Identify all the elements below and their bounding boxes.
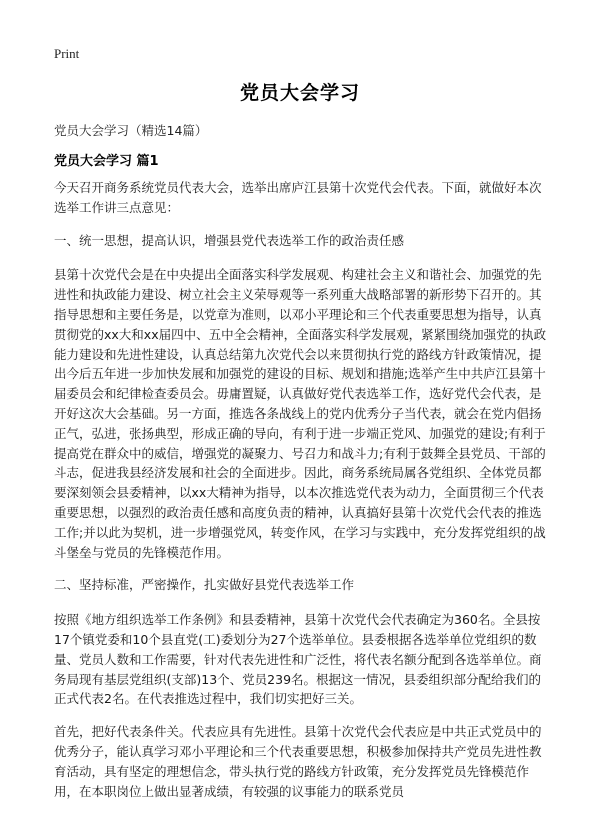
paragraph-intro: 今天召开商务系统党员代表大会，选举出席庐江县第十次党代会代表。下面，就做好本次选举工作讲三点意见： <box>54 180 542 215</box>
paragraph-heading-2: 二、坚持标准，严密操作，扎实做好县党代表选举工作 <box>54 577 355 593</box>
page-title: 党员大会学习 <box>239 82 360 104</box>
paragraph-body-2: 按照《地方组织选举工作条例》和县委精神，县第十次党代会代表确定为360名。全县按17个镇党委和10个县直党(工)委划分为27个选举单位。县委根据各选举单位党组织的数量、党员人数和工作需要，针对代表先进性和广泛性，将代表名额分配到各选举单位。商务局现有基层党组织(支部)13个、党员239名。根据这一情况，县委组织部分配给我们的正式代表2名。在代表推选过程中，我们切实把好三关。 <box>54 612 542 707</box>
article-body <box>54 178 548 814</box>
paragraph-heading-1: 一、统一思想，提高认识，增强县党代表选举工作的政治责任感 <box>54 232 405 248</box>
section-heading: 党员大会学习 篇1 <box>54 154 159 169</box>
page-subtitle: 党员大会学习（精选14篇） <box>54 123 208 138</box>
paragraph-body-3: 首先，把好代表条件关。代表应具有先进性。县第十次党代会代表应是中共正式党员中的优秀分子，能认真学习邓小平理论和三个代表重要思想，积极参加保持共产党员先进性教育活动，具有坚定的理想信念，带头执行党的路线方针政策，充分发挥党员先锋模范作用，在本职岗位上做出显著成绩，有较强的议事能力的联系党员 <box>54 724 542 799</box>
paragraph-body-1: 县第十次党代会是在中央提出全面落实科学发展观、构建社会主义和谐社会、加强党的先进性和执政能力建设、树立社会主义荣辱观等一系列重大战略部署的新形势下召开的。其指导思想和主要任务是，以党章为准则，以邓小平理论和三个代表重要思想为指导，认真贯彻党的xx大和xx届四中、五中全会精神，全面落实科学发展观，紧紧围绕加强党的执政能力建设和先进性建设，认真总结第九次党代会以来贯彻执行党的路线方针政策情况，提出今后五年进一步加快发展和加强党的建设的目标、规划和措施;选举产生中共庐江县第十届委员会和纪律检查委员会。毋庸置疑，认真做好党代表选举工作，选好党代会代表，是开好这次大会基础。另一方面，推选各条战线上的党内优秀分子当代表，就会在党内倡扬正气，弘进，张扬典型，形成正确的导向，有利于进一步端正党风、加强党的建设;有利于提高党在群众中的威信，增强党的凝聚力、号召力和战斗力;有利于鼓舞全县党员、干部的斗志，促进我县经济发展和社会的全面进步。因此，商务系统局属各党组织、全体党员都要深刻领会县委精神，以xx大精神为指导，以本次推选党代表为动力，全面贯彻三个代表重要思想，以强烈的政治责任感和高度负责的精神，认真搞好县第十次党代会代表的推选工作;并以此为契机，进一步增强党风，转变作风，在学习与实践中，充分发挥党组织的战斗堡垒与党员的先锋模范作用。 <box>54 267 547 560</box>
print-link[interactable]: Print <box>54 46 80 61</box>
